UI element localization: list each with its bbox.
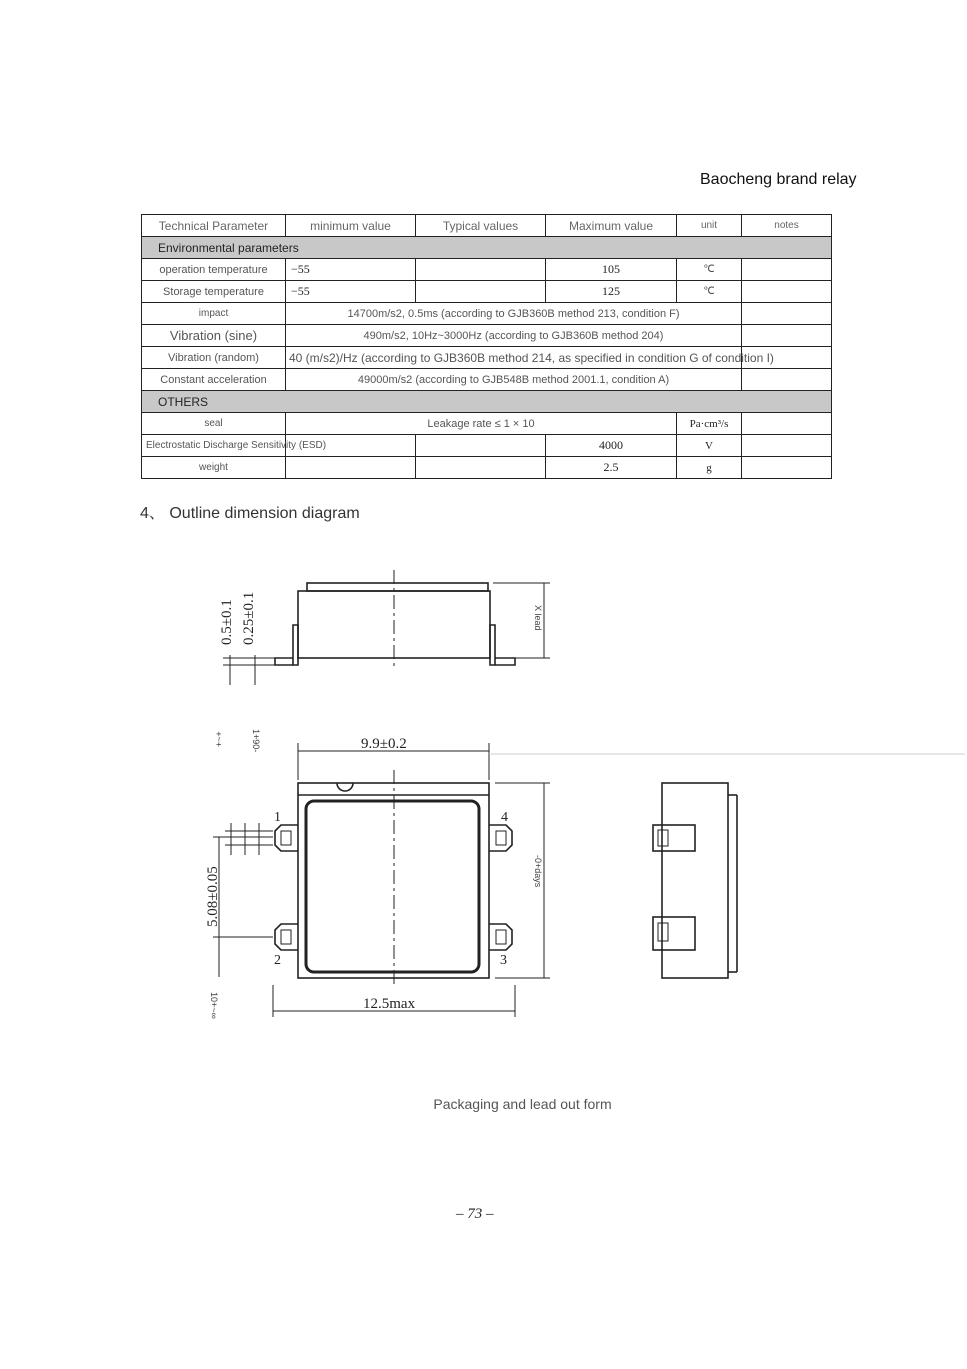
brand-header: Baocheng brand relay (700, 171, 857, 188)
dim-left-top: +~+ (214, 731, 224, 747)
header-typical-values: Typical values (416, 215, 546, 237)
cell-notes (742, 303, 832, 325)
row-label: Vibration (random) (142, 347, 286, 369)
section-others-label: OTHERS (142, 391, 832, 413)
cell-typical (416, 457, 546, 479)
side-view (275, 570, 515, 670)
cell-notes (742, 281, 832, 303)
cell-notes (742, 413, 832, 435)
table-row (142, 457, 832, 479)
cell-value: 40 (m/s2)/Hz (according to GJB360B method 214, as specified in condition G of condition I) (286, 347, 742, 369)
top-view (275, 770, 512, 985)
table-row (142, 369, 832, 391)
outline-dimension-diagram (195, 555, 965, 1085)
header-technical-parameter: Technical Parameter (142, 215, 286, 237)
header-notes: notes (742, 215, 832, 237)
section-heading: 4、 Outline dimension diagram (140, 505, 360, 522)
row-label: operation temperature (142, 259, 286, 281)
row-label: Storage temperature (142, 281, 286, 303)
cell-unit: ℃ (677, 259, 742, 281)
cell-min: −55 (286, 281, 416, 303)
header-maximum-value: Maximum value (546, 215, 677, 237)
cell-unit: ℃ (677, 281, 742, 303)
row-label: seal (142, 413, 286, 435)
pin-2-label: 2 (274, 953, 281, 968)
cell-min: −55 (286, 259, 416, 281)
dim-left-bottom: 10+~∞ (209, 992, 219, 1019)
cell-unit: Pa·cm³/s (677, 413, 742, 435)
technical-parameters-table (141, 214, 832, 479)
dim-overall: 12.5max (363, 996, 416, 1012)
cell-max: 105 (546, 259, 677, 281)
header-minimum-value: minimum value (286, 215, 416, 237)
row-label: weight (142, 457, 286, 479)
pin-3-label: 3 (500, 953, 507, 968)
figure-caption: Packaging and lead out form (433, 1096, 612, 1112)
cell-typical (416, 259, 546, 281)
cell-value: 14700m/s2, 0.5ms (according to GJB360B method 213, condition F) (286, 303, 742, 325)
cell-notes (742, 325, 832, 347)
cell-value: Leakage rate ≤ 1 × 10 (286, 413, 677, 435)
page-number: – 73 – (456, 1206, 494, 1222)
cell-notes (742, 259, 832, 281)
cell-max: 125 (546, 281, 677, 303)
row-label: Constant acceleration (142, 369, 286, 391)
row-label: impact (142, 303, 286, 325)
table-row (142, 413, 832, 435)
table-row (142, 435, 832, 457)
dim-width: 9.9±0.2 (361, 736, 407, 752)
cell-unit: V (677, 435, 742, 457)
cell-value: 490m/s2, 10Hz~3000Hz (according to GJB360B method 204) (286, 325, 742, 347)
cell-value: 49000m/s2 (according to GJB548B method 2001.1, condition A) (286, 369, 742, 391)
cell-min (286, 457, 416, 479)
table-header-row (142, 215, 832, 237)
dim-pitch: 5.08±0.05 (205, 866, 221, 927)
table-row (142, 303, 832, 325)
row-label: Vibration (sine) (142, 325, 286, 347)
cell-unit: g (677, 457, 742, 479)
cell-notes (742, 369, 832, 391)
section-row-environmental (142, 237, 832, 259)
cell-typical (416, 281, 546, 303)
dim-height-label: X lead (533, 605, 543, 631)
dim-standoff: 0.25±0.1 (241, 591, 257, 645)
pin-4-label: 4 (501, 810, 508, 825)
dim-body-height: -0+days (533, 855, 543, 888)
section-environmental-label: Environmental parameters (142, 237, 832, 259)
dim-left-mid: 1+90- (251, 729, 261, 753)
cell-max: 4000 (546, 435, 677, 457)
cell-notes (742, 457, 832, 479)
table-row (142, 281, 832, 303)
end-view (653, 783, 737, 978)
header-unit: unit (677, 215, 742, 237)
dim-lead-thickness: 0.5±0.1 (219, 599, 235, 645)
cell-max: 2.5 (546, 457, 677, 479)
table-row (142, 325, 832, 347)
section-row-others (142, 391, 832, 413)
cell-notes (742, 435, 832, 457)
table-row (142, 347, 832, 369)
pin-1-label: 1 (274, 810, 281, 825)
cell-typical (416, 435, 546, 457)
row-label: Electrostatic Discharge Sensitivity (ESD) (142, 435, 286, 457)
table-row (142, 259, 832, 281)
